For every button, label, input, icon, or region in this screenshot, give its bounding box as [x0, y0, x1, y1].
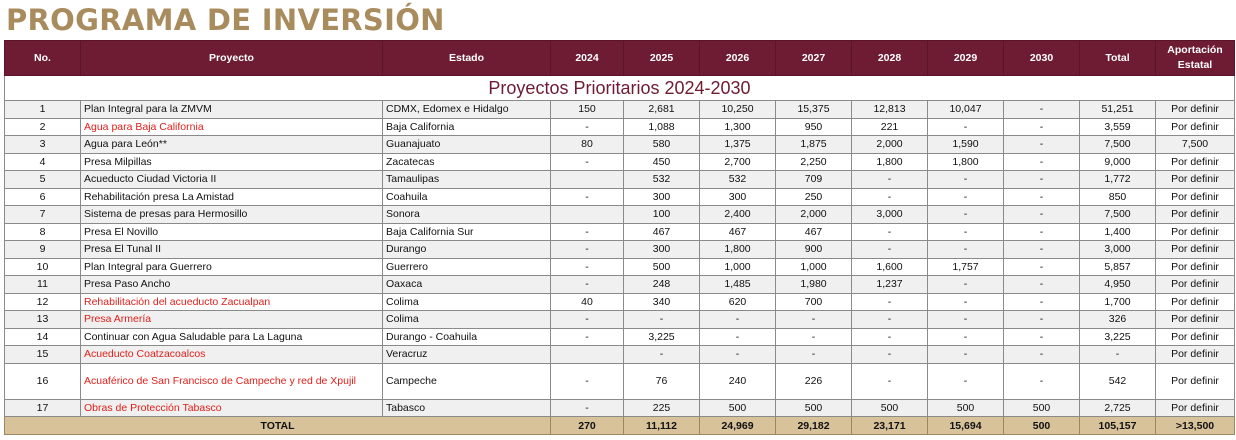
cell-2025: 225 — [624, 399, 700, 417]
cell-no: 1 — [5, 101, 81, 119]
total-y2025: 11,112 — [624, 417, 700, 435]
header-2026: 2026 — [700, 41, 776, 76]
cell-2030: - — [1004, 363, 1080, 399]
cell-2029: - — [928, 293, 1004, 311]
cell-2025: 76 — [624, 363, 700, 399]
cell-2030: - — [1004, 241, 1080, 259]
page-title: PROGRAMA DE INVERSIÓN — [6, 3, 445, 37]
cell-2024: - — [551, 118, 624, 136]
header-2025: 2025 — [624, 41, 700, 76]
total-y2027: 29,182 — [776, 417, 852, 435]
cell-2030: - — [1004, 293, 1080, 311]
total-row — [5, 417, 1235, 435]
cell-2028: - — [852, 328, 928, 346]
table-row — [5, 346, 1235, 364]
cell-aportacion: Por definir — [1156, 293, 1235, 311]
cell-no: 15 — [5, 346, 81, 364]
cell-estado: Oaxaca — [383, 276, 551, 294]
cell-2026: 10,250 — [700, 101, 776, 119]
total-label: TOTAL — [5, 417, 551, 435]
cell-2029: 10,047 — [928, 101, 1004, 119]
cell-proyecto: Acueducto Coatzacoalcos — [81, 346, 383, 364]
cell-2025: - — [624, 311, 700, 329]
cell-2025: 100 — [624, 206, 700, 224]
cell-no: 7 — [5, 206, 81, 224]
cell-2030: - — [1004, 188, 1080, 206]
cell-2025: 532 — [624, 171, 700, 189]
cell-2030: 500 — [1004, 399, 1080, 417]
cell-2028: - — [852, 293, 928, 311]
cell-2030: - — [1004, 258, 1080, 276]
cell-aportacion: Por definir — [1156, 346, 1235, 364]
table-row — [5, 101, 1235, 119]
cell-aportacion: Por definir — [1156, 171, 1235, 189]
cell-2030: - — [1004, 118, 1080, 136]
cell-aportacion: Por definir — [1156, 118, 1235, 136]
cell-2024: - — [551, 276, 624, 294]
cell-no: 9 — [5, 241, 81, 259]
cell-2025: 500 — [624, 258, 700, 276]
cell-estado: Colima — [383, 293, 551, 311]
cell-2024: - — [551, 241, 624, 259]
cell-2027: 709 — [776, 171, 852, 189]
header-2028: 2028 — [852, 41, 928, 76]
cell-2025: 580 — [624, 136, 700, 154]
cell-2028: - — [852, 188, 928, 206]
cell-aportacion: Por definir — [1156, 241, 1235, 259]
table-row — [5, 171, 1235, 189]
cell-total: 9,000 — [1080, 153, 1156, 171]
cell-2024: - — [551, 363, 624, 399]
cell-2025: 467 — [624, 223, 700, 241]
cell-2026: 1,800 — [700, 241, 776, 259]
cell-2027: 467 — [776, 223, 852, 241]
cell-no: 4 — [5, 153, 81, 171]
cell-2027: 950 — [776, 118, 852, 136]
table-row — [5, 363, 1235, 399]
cell-2024: - — [551, 153, 624, 171]
cell-aportacion: Por definir — [1156, 328, 1235, 346]
cell-no: 13 — [5, 311, 81, 329]
cell-proyecto: Obras de Protección Tabasco — [81, 399, 383, 417]
cell-2026: 1,000 — [700, 258, 776, 276]
cell-2030: - — [1004, 136, 1080, 154]
cell-2029: - — [928, 328, 1004, 346]
cell-2029: - — [928, 346, 1004, 364]
table-row — [5, 136, 1235, 154]
cell-2026: 620 — [700, 293, 776, 311]
cell-2028: - — [852, 223, 928, 241]
total-total: 105,157 — [1080, 417, 1156, 435]
cell-aportacion: Por definir — [1156, 258, 1235, 276]
cell-total: - — [1080, 346, 1156, 364]
cell-aportacion: Por definir — [1156, 101, 1235, 119]
cell-proyecto: Presa Armería — [81, 311, 383, 329]
table-row — [5, 241, 1235, 259]
cell-2025: 3,225 — [624, 328, 700, 346]
cell-2030: - — [1004, 328, 1080, 346]
cell-2028: - — [852, 363, 928, 399]
table-row — [5, 399, 1235, 417]
cell-2028: 12,813 — [852, 101, 928, 119]
cell-2025: 1,088 — [624, 118, 700, 136]
cell-total: 7,500 — [1080, 206, 1156, 224]
table-row — [5, 206, 1235, 224]
cell-estado: Baja California Sur — [383, 223, 551, 241]
total-y2024: 270 — [551, 417, 624, 435]
header-2024: 2024 — [551, 41, 624, 76]
cell-estado: Guerrero — [383, 258, 551, 276]
cell-2028: 2,000 — [852, 136, 928, 154]
cell-proyecto: Presa El Novillo — [81, 223, 383, 241]
header-2030: 2030 — [1004, 41, 1080, 76]
cell-2027: - — [776, 311, 852, 329]
table-header-row — [5, 41, 1235, 76]
cell-estado: Sonora — [383, 206, 551, 224]
cell-total: 326 — [1080, 311, 1156, 329]
cell-2025: 340 — [624, 293, 700, 311]
investment-table — [4, 40, 1235, 435]
cell-2030: - — [1004, 223, 1080, 241]
cell-2028: - — [852, 311, 928, 329]
cell-2030: - — [1004, 311, 1080, 329]
cell-total: 850 — [1080, 188, 1156, 206]
cell-total: 2,725 — [1080, 399, 1156, 417]
cell-2028: 500 — [852, 399, 928, 417]
table-row — [5, 328, 1235, 346]
cell-no: 14 — [5, 328, 81, 346]
cell-no: 6 — [5, 188, 81, 206]
cell-2024: - — [551, 258, 624, 276]
cell-2027: 1,980 — [776, 276, 852, 294]
cell-2030: - — [1004, 276, 1080, 294]
cell-2026: 1,375 — [700, 136, 776, 154]
table-row — [5, 153, 1235, 171]
cell-aportacion: Por definir — [1156, 223, 1235, 241]
cell-no: 12 — [5, 293, 81, 311]
header-2027: 2027 — [776, 41, 852, 76]
cell-2024: 40 — [551, 293, 624, 311]
cell-aportacion: Por definir — [1156, 399, 1235, 417]
cell-estado: CDMX, Edomex e Hidalgo — [383, 101, 551, 119]
cell-2026: 500 — [700, 399, 776, 417]
cell-estado: Baja California — [383, 118, 551, 136]
cell-total: 3,225 — [1080, 328, 1156, 346]
cell-2027: - — [776, 328, 852, 346]
cell-2025: 2,681 — [624, 101, 700, 119]
cell-2029: - — [928, 241, 1004, 259]
cell-2027: 1,000 — [776, 258, 852, 276]
cell-no: 2 — [5, 118, 81, 136]
cell-2027: - — [776, 346, 852, 364]
cell-2028: - — [852, 171, 928, 189]
cell-proyecto: Acuaférico de San Francisco de Campeche y red de Xpujil — [81, 363, 383, 399]
cell-aportacion: Por definir — [1156, 276, 1235, 294]
header-proyecto: Proyecto — [81, 41, 383, 76]
cell-2026: 2,400 — [700, 206, 776, 224]
table-body — [5, 76, 1235, 435]
cell-2029: - — [928, 311, 1004, 329]
header-estado: Estado — [383, 41, 551, 76]
cell-total: 51,251 — [1080, 101, 1156, 119]
cell-2029: - — [928, 188, 1004, 206]
cell-2029: - — [928, 118, 1004, 136]
cell-2029: - — [928, 223, 1004, 241]
cell-2024: - — [551, 328, 624, 346]
cell-2025: 300 — [624, 188, 700, 206]
cell-2029: 1,757 — [928, 258, 1004, 276]
cell-proyecto: Continuar con Agua Saludable para La Laguna — [81, 328, 383, 346]
section-row — [5, 76, 1235, 101]
cell-no: 3 — [5, 136, 81, 154]
cell-2030: - — [1004, 171, 1080, 189]
cell-2024: - — [551, 223, 624, 241]
cell-2024 — [551, 206, 624, 224]
cell-2029: - — [928, 276, 1004, 294]
total-y2026: 24,969 — [700, 417, 776, 435]
cell-proyecto: Agua para León** — [81, 136, 383, 154]
cell-2028: 1,237 — [852, 276, 928, 294]
cell-total: 3,000 — [1080, 241, 1156, 259]
cell-2026: - — [700, 346, 776, 364]
cell-estado: Durango - Coahuila — [383, 328, 551, 346]
cell-2026: 1,300 — [700, 118, 776, 136]
header-2029: 2029 — [928, 41, 1004, 76]
cell-estado: Veracruz — [383, 346, 551, 364]
cell-proyecto: Presa El Tunal II — [81, 241, 383, 259]
cell-2026: 240 — [700, 363, 776, 399]
header-aportacion-estatal: Aportación Estatal — [1156, 41, 1235, 76]
cell-proyecto: Rehabilitación del acueducto Zacualpan — [81, 293, 383, 311]
cell-no: 11 — [5, 276, 81, 294]
cell-aportacion: Por definir — [1156, 153, 1235, 171]
cell-2027: 2,000 — [776, 206, 852, 224]
section-title: Proyectos Prioritarios 2024-2030 — [5, 76, 1235, 101]
cell-2029: 500 — [928, 399, 1004, 417]
cell-2026: - — [700, 311, 776, 329]
cell-2027: 1,875 — [776, 136, 852, 154]
cell-estado: Durango — [383, 241, 551, 259]
cell-2027: 2,250 — [776, 153, 852, 171]
cell-2029: 1,800 — [928, 153, 1004, 171]
cell-aportacion: Por definir — [1156, 311, 1235, 329]
cell-proyecto: Presa Paso Ancho — [81, 276, 383, 294]
cell-2028: - — [852, 346, 928, 364]
cell-estado: Colima — [383, 311, 551, 329]
cell-2027: 250 — [776, 188, 852, 206]
cell-2030: - — [1004, 346, 1080, 364]
cell-total: 3,559 — [1080, 118, 1156, 136]
cell-2024: 80 — [551, 136, 624, 154]
cell-aportacion: 7,500 — [1156, 136, 1235, 154]
cell-2026: 1,485 — [700, 276, 776, 294]
cell-2028: - — [852, 241, 928, 259]
table-row — [5, 188, 1235, 206]
cell-proyecto: Agua para Baja California — [81, 118, 383, 136]
cell-2028: 1,800 — [852, 153, 928, 171]
header-no: No. — [5, 41, 81, 76]
cell-no: 10 — [5, 258, 81, 276]
cell-estado: Tabasco — [383, 399, 551, 417]
cell-2029: - — [928, 363, 1004, 399]
cell-2029: - — [928, 206, 1004, 224]
cell-proyecto: Rehabilitación presa La Amistad — [81, 188, 383, 206]
table-row — [5, 118, 1235, 136]
cell-total: 7,500 — [1080, 136, 1156, 154]
cell-2028: 3,000 — [852, 206, 928, 224]
header-total: Total — [1080, 41, 1156, 76]
cell-2027: 15,375 — [776, 101, 852, 119]
cell-2025: - — [624, 346, 700, 364]
cell-2030: - — [1004, 206, 1080, 224]
total-y2028: 23,171 — [852, 417, 928, 435]
cell-2024: 150 — [551, 101, 624, 119]
cell-2024: - — [551, 188, 624, 206]
table-row — [5, 223, 1235, 241]
cell-no: 16 — [5, 363, 81, 399]
cell-2026: 532 — [700, 171, 776, 189]
cell-2028: 1,600 — [852, 258, 928, 276]
cell-2024 — [551, 171, 624, 189]
cell-2026: 300 — [700, 188, 776, 206]
cell-proyecto: Sistema de presas para Hermosillo — [81, 206, 383, 224]
cell-2029: - — [928, 171, 1004, 189]
cell-2029: 1,590 — [928, 136, 1004, 154]
cell-total: 5,857 — [1080, 258, 1156, 276]
cell-2026: 2,700 — [700, 153, 776, 171]
cell-total: 4,950 — [1080, 276, 1156, 294]
cell-2026: 467 — [700, 223, 776, 241]
cell-2027: 700 — [776, 293, 852, 311]
cell-2025: 450 — [624, 153, 700, 171]
total-y2030: 500 — [1004, 417, 1080, 435]
cell-2027: 500 — [776, 399, 852, 417]
cell-proyecto: Plan Integral para Guerrero — [81, 258, 383, 276]
cell-no: 17 — [5, 399, 81, 417]
cell-estado: Coahuila — [383, 188, 551, 206]
cell-2028: 221 — [852, 118, 928, 136]
cell-2026: - — [700, 328, 776, 346]
cell-total: 1,772 — [1080, 171, 1156, 189]
cell-proyecto: Acueducto Ciudad Victoria II — [81, 171, 383, 189]
cell-estado: Zacatecas — [383, 153, 551, 171]
cell-2024: - — [551, 399, 624, 417]
cell-2025: 300 — [624, 241, 700, 259]
table-row — [5, 276, 1235, 294]
cell-2027: 226 — [776, 363, 852, 399]
table-row — [5, 293, 1235, 311]
cell-2024 — [551, 346, 624, 364]
cell-estado: Tamaulipas — [383, 171, 551, 189]
cell-2027: 900 — [776, 241, 852, 259]
cell-proyecto: Plan Integral para la ZMVM — [81, 101, 383, 119]
cell-2025: 248 — [624, 276, 700, 294]
total-y2029: 15,694 — [928, 417, 1004, 435]
cell-total: 1,700 — [1080, 293, 1156, 311]
cell-estado: Guanajuato — [383, 136, 551, 154]
cell-no: 8 — [5, 223, 81, 241]
cell-2030: - — [1004, 101, 1080, 119]
cell-no: 5 — [5, 171, 81, 189]
cell-total: 1,400 — [1080, 223, 1156, 241]
cell-2030: - — [1004, 153, 1080, 171]
cell-total: 542 — [1080, 363, 1156, 399]
table-row — [5, 311, 1235, 329]
cell-proyecto: Presa Milpillas — [81, 153, 383, 171]
cell-2024: - — [551, 311, 624, 329]
cell-aportacion: Por definir — [1156, 188, 1235, 206]
total-aportacion: >13,500 — [1156, 417, 1235, 435]
cell-aportacion: Por definir — [1156, 206, 1235, 224]
table-row — [5, 258, 1235, 276]
cell-aportacion: Por definir — [1156, 363, 1235, 399]
cell-estado: Campeche — [383, 363, 551, 399]
